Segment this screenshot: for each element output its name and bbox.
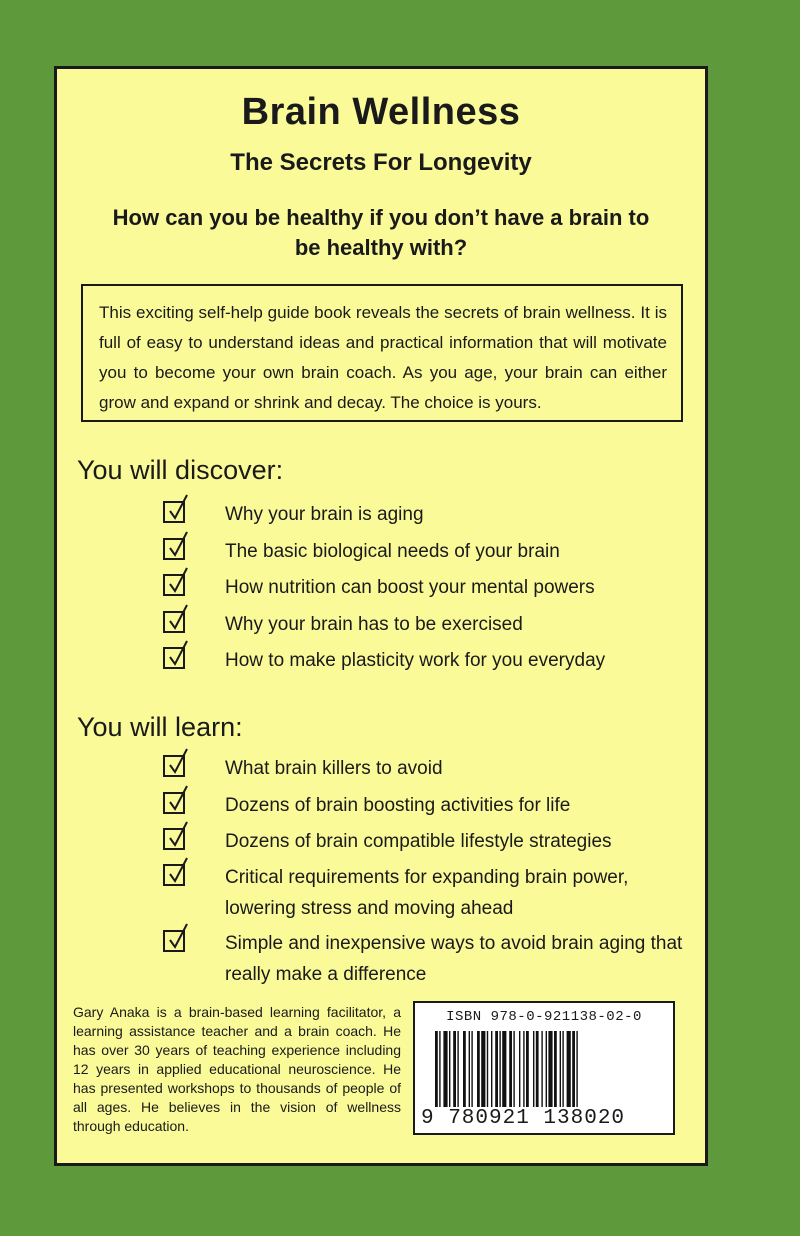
list-item-text: Critical requirements for expanding brain power, lowering stress and moving ahead (225, 867, 629, 919)
barcode-bar (435, 1031, 438, 1107)
list-item-text: How nutrition can boost your mental powers (225, 577, 595, 598)
barcode-bar (481, 1031, 485, 1107)
barcode-bar (502, 1031, 506, 1107)
barcode-bar (487, 1031, 488, 1107)
barcode-bar (469, 1031, 470, 1107)
barcode-bar (562, 1031, 563, 1107)
barcode-bar (554, 1031, 557, 1107)
barcode-bar (471, 1031, 472, 1107)
book-subtitle: The Secrets For Longevity (230, 149, 532, 176)
checkmark-icon (163, 501, 185, 523)
discover-heading: You will discover: (77, 455, 284, 485)
checkmark-icon (163, 792, 185, 814)
list-item-text: What brain killers to avoid (225, 758, 443, 779)
list-item-text: How to make plasticity work for you everyday (225, 650, 606, 671)
isbn-label: ISBN 978-0-921138-02-0 (446, 1009, 642, 1025)
barcode-bar (523, 1031, 524, 1107)
barcode-bar (548, 1031, 552, 1107)
checkmark-icon (163, 755, 185, 777)
checkmark-icon (163, 574, 185, 596)
barcode-bar (499, 1031, 500, 1107)
barcode-bar (439, 1031, 440, 1107)
barcode-bar (576, 1031, 577, 1107)
learn-heading: You will learn: (77, 712, 243, 742)
barcode-bar (541, 1031, 542, 1107)
barcode-digits: 9 780921 138020 (421, 1107, 626, 1130)
tagline-question: How can you be healthy if you don’t have a brain to be healthy with? (112, 205, 650, 260)
list-item-text: Simple and inexpensive ways to avoid brain aging that really make a difference (225, 933, 683, 985)
barcode-bar (519, 1031, 520, 1107)
checkmark-icon (163, 864, 185, 886)
list-item-text: Why your brain has to be exercised (225, 614, 523, 635)
back-cover-panel (54, 66, 708, 1166)
list-item-text: Why your brain is aging (225, 504, 424, 525)
barcode-box (413, 1001, 675, 1135)
barcode-bar (449, 1031, 450, 1107)
barcode-bar (495, 1031, 498, 1107)
checkmark-icon (163, 930, 185, 952)
book-title: Brain Wellness (241, 91, 521, 133)
barcode-bar (567, 1031, 571, 1107)
intro-box: This exciting self-help guide book reveals the secrets of brain wellness. It is full of easy to understand ideas and practical information that will motivate you to become your own brain coach. As you age, your brain can either grow and expand or shrink and decay. The choice is yours. (81, 284, 683, 422)
barcode-bar (477, 1031, 480, 1107)
barcode-bar (509, 1031, 512, 1107)
barcode-bar (453, 1031, 456, 1107)
barcode-bar (533, 1031, 534, 1107)
list-item-text: The basic biological needs of your brain (225, 541, 560, 562)
barcode-bar (536, 1031, 539, 1107)
list-item-text: Dozens of brain compatible lifestyle strategies (225, 831, 612, 852)
checkmark-icon (163, 647, 185, 669)
checkmark-icon (163, 828, 185, 850)
barcode-bar (463, 1031, 466, 1107)
barcode-bar (457, 1031, 458, 1107)
checkmark-icon (163, 538, 185, 560)
barcode-bar (491, 1031, 492, 1107)
barcode-bar (526, 1031, 529, 1107)
checkmark-icon (163, 611, 185, 633)
barcode-bar (560, 1031, 561, 1107)
barcode-bar (546, 1031, 547, 1107)
list-item-text: Dozens of brain boosting activities for life (225, 795, 571, 816)
author-bio: Gary Anaka is a brain-based learning facilitator, a learning assistance teacher and a brain coach. He has over 30 years of teaching experience including 12 years in applied educational neuroscience. He has presented workshops to thousands of people of all ages. He believes in the vision of wellness through education. (73, 1004, 401, 1134)
barcode-bar (513, 1031, 514, 1107)
barcode-bar (443, 1031, 447, 1107)
barcode-bar (572, 1031, 575, 1107)
barcode-icon (435, 1031, 657, 1107)
